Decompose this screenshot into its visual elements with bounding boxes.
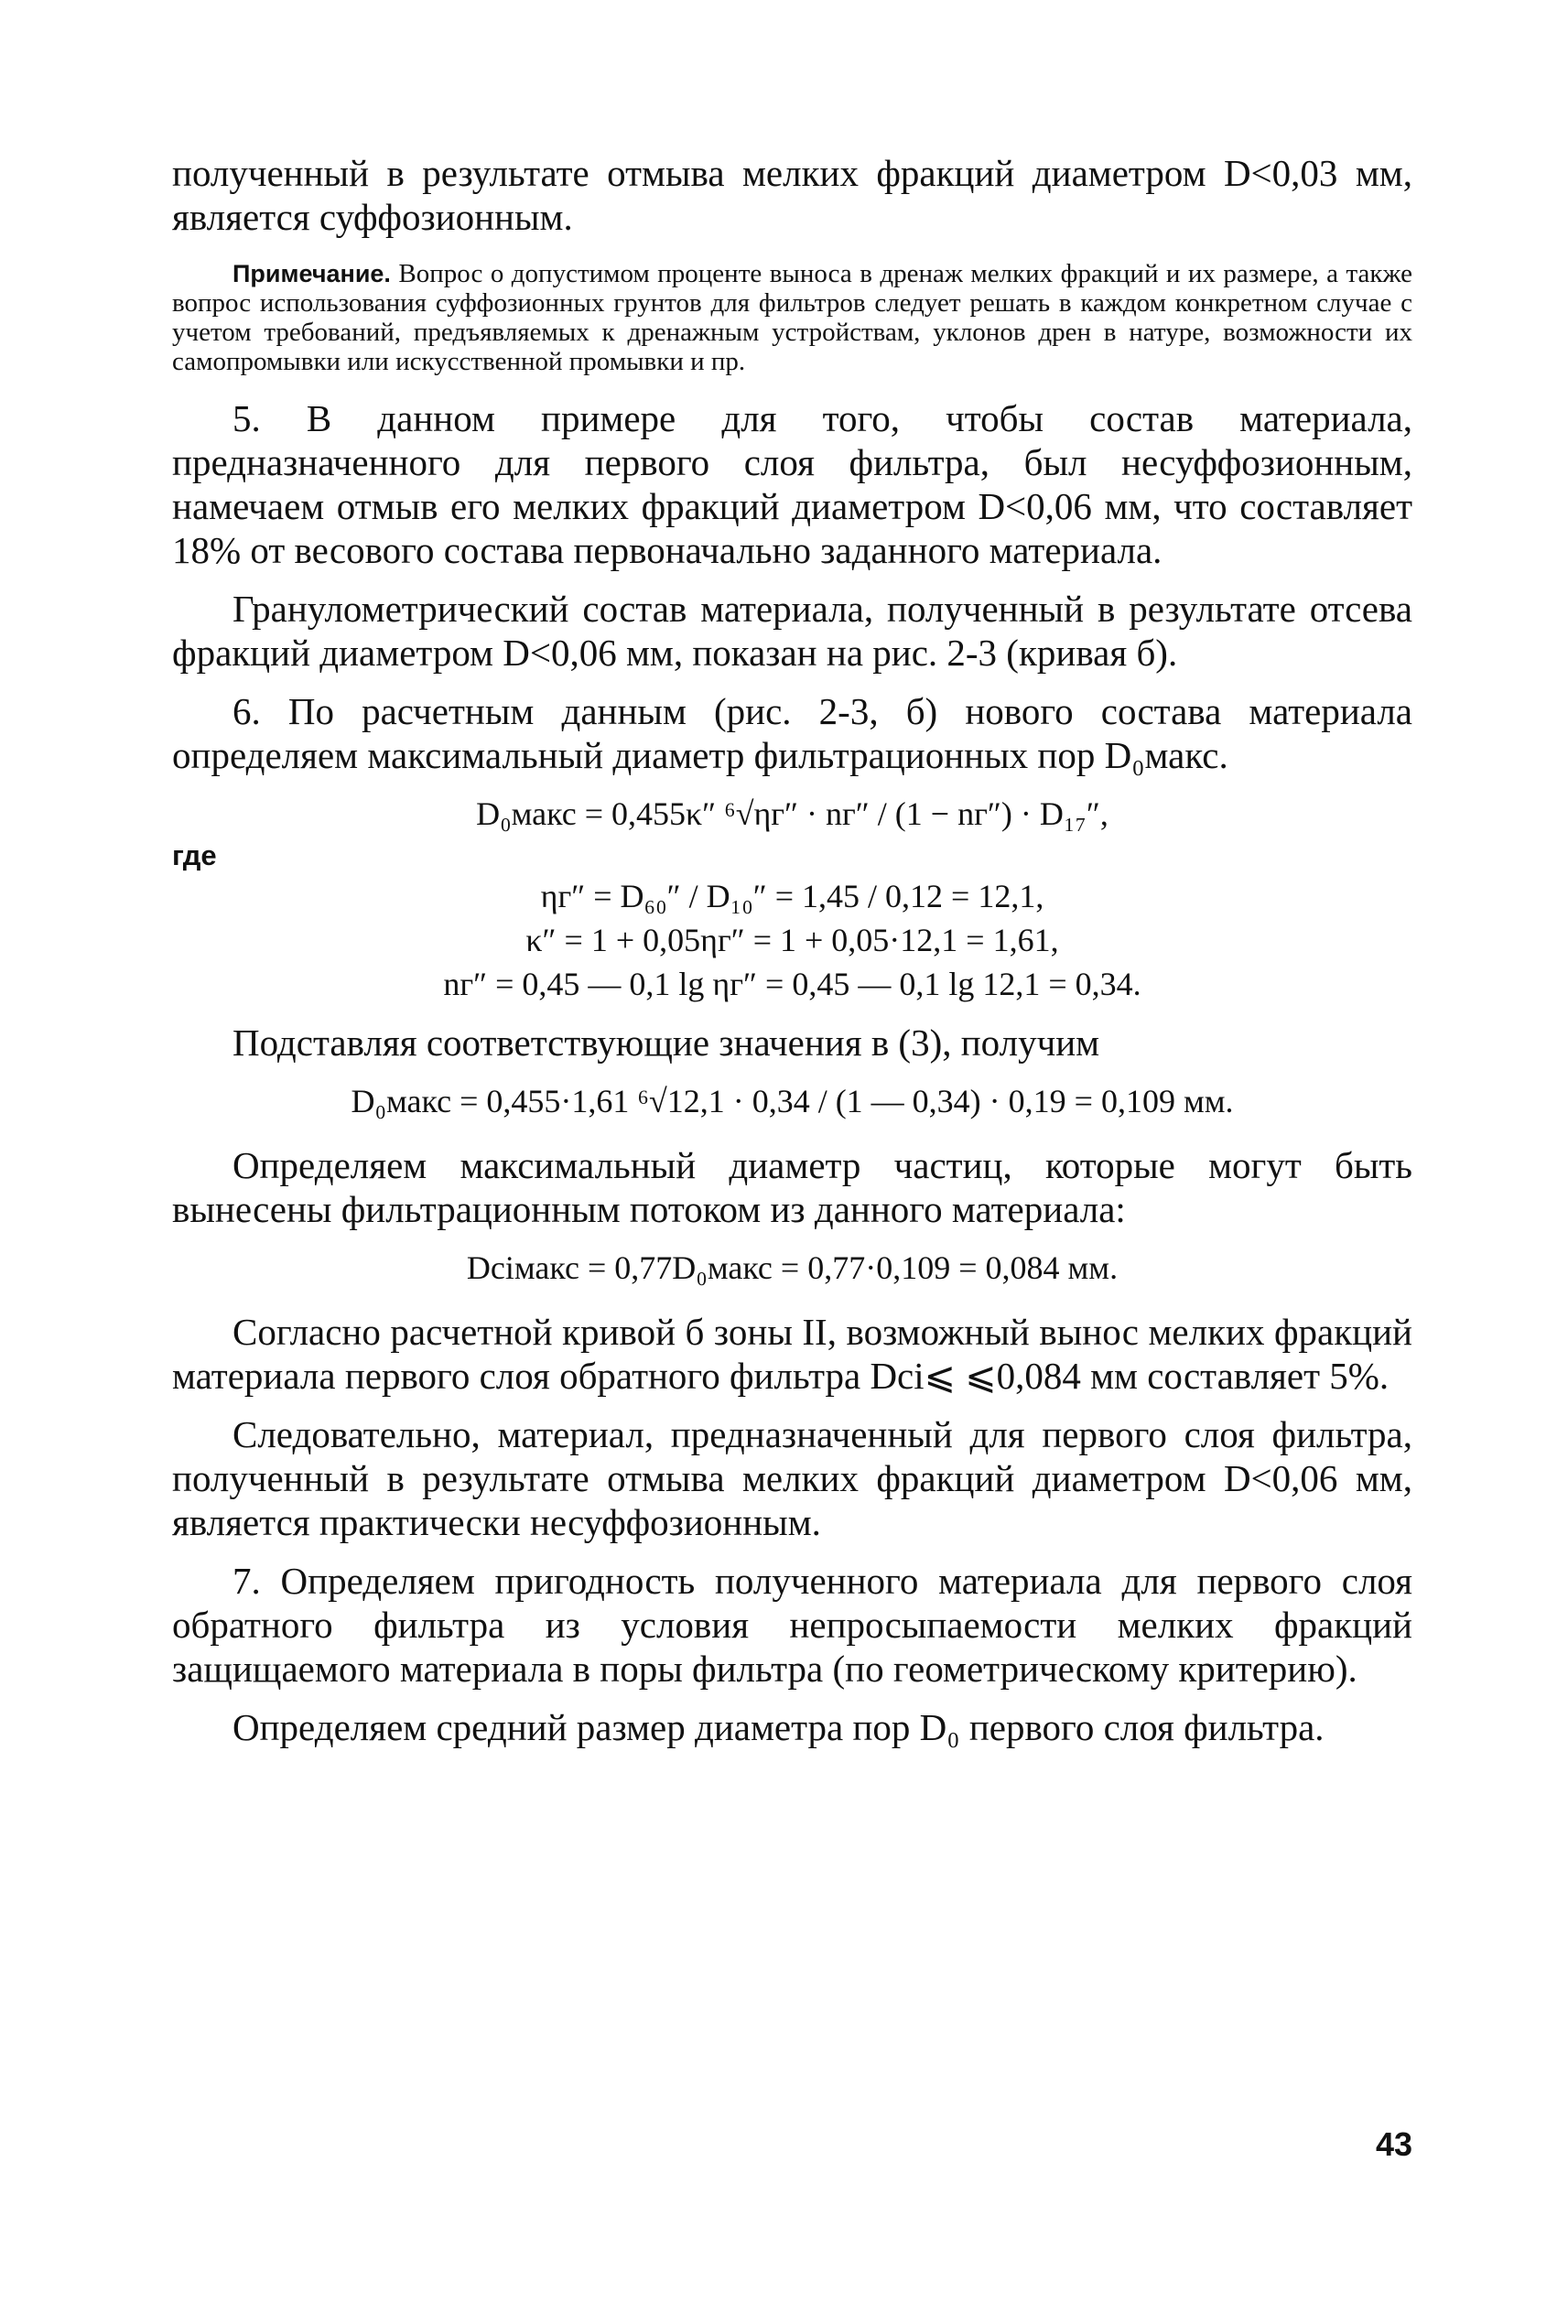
page-number: 43 <box>1375 2125 1412 2163</box>
paragraph-5: 5. В данном примере для того, чтобы состав материала, предназначенного для первого слоя фильтра, был несуффозионным, намечаем отмыв его мелких фракций диаметром D<0,06 мм, что составляет 18% от весового состава первоначально заданного материала. <box>172 397 1412 571</box>
formula-dci-max: Dciмакс = 0,77D₀макс = 0,77·0,109 = 0,084 мм. <box>466 1249 1119 1286</box>
paragraph-intro: полученный в результате отмыва мелких фракций диаметром D<0,03 мм, является суффозионным. <box>172 152 1412 238</box>
note-text: Вопрос о допустимом проценте выноса в дренаж мелких фракций и их размере, а также вопрос использования суффозионных грунтов для фильтров следует решать в каждом конкретном случае с учетом требований, предъявляемых к дренажным устройствам, уклонов дрен в натуре, возможности их самопромывки или искусственной промывки и пр. <box>172 259 1412 376</box>
paragraph-therefore: Следовательно, материал, предназначенный для первого слоя фильтра, полученный в результате отмыва мелких фракций диаметром D<0,06 мм, является практически несуффозионным. <box>172 1413 1412 1543</box>
page-content <box>172 151 1412 1749</box>
paragraph-granulometric: Гранулометрический состав материала, полученный в результате отсева фракций диаметром D<0,06 мм, показан на рис. 2-3 (кривая б). <box>172 588 1412 674</box>
formula-kappa: κ″ = 1 + 0,05ηг″ = 1 + 0,05·12,1 = 1,61, <box>525 922 1059 958</box>
note-paragraph <box>172 259 1412 376</box>
where-label: где <box>172 839 217 871</box>
formula-d0-result: D₀макс = 0,455·1,61 ⁶√12,1 · 0,34 / (1 — 0,34) · 0,19 = 0,109 мм. <box>351 1083 1234 1119</box>
paragraph-last: Определяем средний размер диаметра пор D₀ первого слоя фильтра. <box>232 1706 1325 1748</box>
paragraph-curve: Согласно расчетной кривой б зоны II, возможный вынос мелких фракций материала первого слоя обратного фильтра Dci⩽ ⩽0,084 мм составляет 5%. <box>172 1311 1412 1397</box>
paragraph-7: 7. Определяем пригодность полученного материала для первого слоя обратного фильтра из условия непросыпаемости мелких фракций защищаемого материала в поры фильтра (по геометрическому критерию). <box>172 1560 1412 1690</box>
note-label: Примечание. <box>232 260 391 287</box>
paragraph-substitute: Подставляя соответствующие значения в (3), получим <box>232 1021 1100 1064</box>
formula-n: nг″ = 0,45 — 0,1 lg ηг″ = 0,45 — 0,1 lg 12,1 = 0,34. <box>443 966 1141 1002</box>
formula-d0-max: D₀макс = 0,455κ″ ⁶√ηг″ · nг″ / (1 − nг″) · D₁₇″, <box>476 795 1108 832</box>
paragraph-determine: Определяем максимальный диаметр частиц, которые могут быть вынесены фильтрационным потоком из данного материала: <box>172 1144 1412 1230</box>
paragraph-6: 6. По расчетным данным (рис. 2-3, б) нового состава материала определяем максимальный диаметр фильтрационных пор D₀макс. <box>172 690 1412 776</box>
formula-eta: ηг″ = D₆₀″ / D₁₀″ = 1,45 / 0,12 = 12,1, <box>540 878 1044 914</box>
